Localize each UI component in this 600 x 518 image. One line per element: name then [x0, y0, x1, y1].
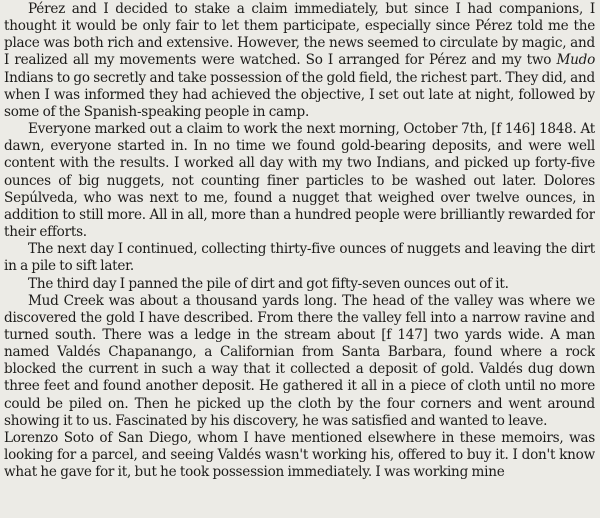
paragraph-4-text: The third day I panned the pile of dirt and got fifty-seven ounces out of it.: [28, 275, 509, 292]
paragraph-2: [4, 121, 595, 241]
paragraph-3-text: The next day I continued, collecting thirty-five ounces of nuggets and leaving the dirt in a pile to sift later.: [4, 241, 595, 275]
paragraph-1: [4, 1, 595, 121]
paragraph-1-text-2: Indians to go secretly and take possession of the gold field, the richest part. They did, and when I was informed they had achieved the objective, I set out late at night, followed by some of the Spanish-speaking people in camp.: [4, 69, 595, 120]
paragraph-4: [4, 276, 595, 293]
paragraph-1-text-1: Pérez and I decided to stake a claim immediately, but since I had companions, I thought it would be only fair to let them participate, especially since Pérez told me the place was both rich and extensive. However, the news seemed to circulate by magic, and I realized all my movements were watched. So I arranged for Pérez and my two: [4, 1, 595, 69]
paragraph-6: [4, 430, 595, 481]
paragraph-5: [4, 293, 595, 430]
paragraph-1-italic-mudo: Mudo: [556, 52, 595, 69]
paragraph-3: [4, 241, 595, 275]
book-page: [4, 1, 595, 517]
paragraph-5-text: Mud Creek was about a thousand yards long. The head of the valley was where we discovered the gold I have described. From there the valley fell into a narrow ravine and turned south. There was a ledge in the stream about [f 147] two yards wide. A man named Valdés Chapanango, a Californian from Santa Barbara, found where a rock blocked the current in such a way that it collected a deposit of gold. Valdés dug down three feet and found another deposit. He gathered it all in a piece of cloth until no more could be piled on. Then he picked up the cloth by the four corners and went around showing it to us. Fascinated by his discovery, he was satisfied and wanted to leave.: [4, 292, 595, 429]
paragraph-6-text: Lorenzo Soto of San Diego, whom I have mentioned elsewhere in these memoirs, was looking for a parcel, and seeing Valdés wasn't working his, offered to buy it. I don't know what he gave for it, but he took possession immediately. I was working mine: [4, 429, 595, 481]
paragraph-2-text: Everyone marked out a claim to work the next morning, October 7th, [f 146] 1848. At dawn, everyone started in. In no time we found gold-bearing deposits, and were well content with the results. I worked all day with my two Indians, and picked up forty-five ounces of big nuggets, not counting finer particles to be washed out later. Dolores Sepúlveda, who was next to me, found a nugget that weighed over twelve ounces, in addition to still more. All in all, more than a hundred people were brilliantly rewarded for their efforts.: [4, 121, 595, 241]
